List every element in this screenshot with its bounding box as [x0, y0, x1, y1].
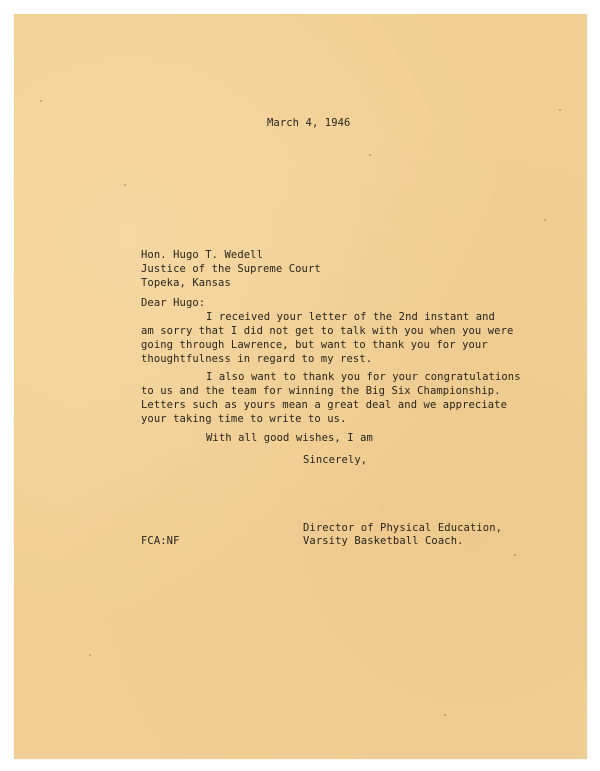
recipient-location: Topeka, Kansas	[141, 277, 231, 289]
paragraph-1-line: thoughtfulness in regard to my rest.	[141, 353, 373, 365]
paragraph-1-line: going through Lawrence, but want to thank you for your	[141, 339, 488, 351]
paragraph-2-line: Letters such as yours mean a great deal and we appreciate	[141, 399, 508, 411]
recipient-name: Hon. Hugo T. Wedell	[141, 249, 264, 261]
paper-speck	[40, 100, 42, 102]
paper-speck	[369, 154, 371, 156]
paragraph-2-line: your taking time to write to us.	[141, 413, 347, 425]
paper-speck	[559, 109, 561, 111]
paper-speck	[124, 184, 126, 186]
paragraph-2-line: I also want to thank you for your congratulations	[206, 371, 521, 383]
paper-speck	[514, 554, 516, 556]
paper-speck	[544, 219, 546, 221]
complimentary-close: Sincerely,	[303, 454, 368, 466]
letter-date: March 4, 1946	[267, 117, 351, 129]
recipient-title: Justice of the Supreme Court	[141, 263, 321, 275]
reference-initials: FCA:NF	[141, 535, 180, 547]
salutation: Dear Hugo:	[141, 297, 206, 309]
paragraph-2-line: to us and the team for winning the Big Six Championship.	[141, 385, 501, 397]
paragraph-1-line: I received your letter of the 2nd instant and	[206, 311, 495, 323]
paragraph-1-line: am sorry that I did not get to talk with you when you were	[141, 325, 514, 337]
signature-title-line: Director of Physical Education,	[303, 522, 503, 534]
closing-line: With all good wishes, I am	[206, 432, 373, 444]
paper-speck	[444, 714, 446, 716]
paper-speck	[89, 654, 91, 656]
signature-title-line: Varsity Basketball Coach.	[303, 535, 464, 547]
